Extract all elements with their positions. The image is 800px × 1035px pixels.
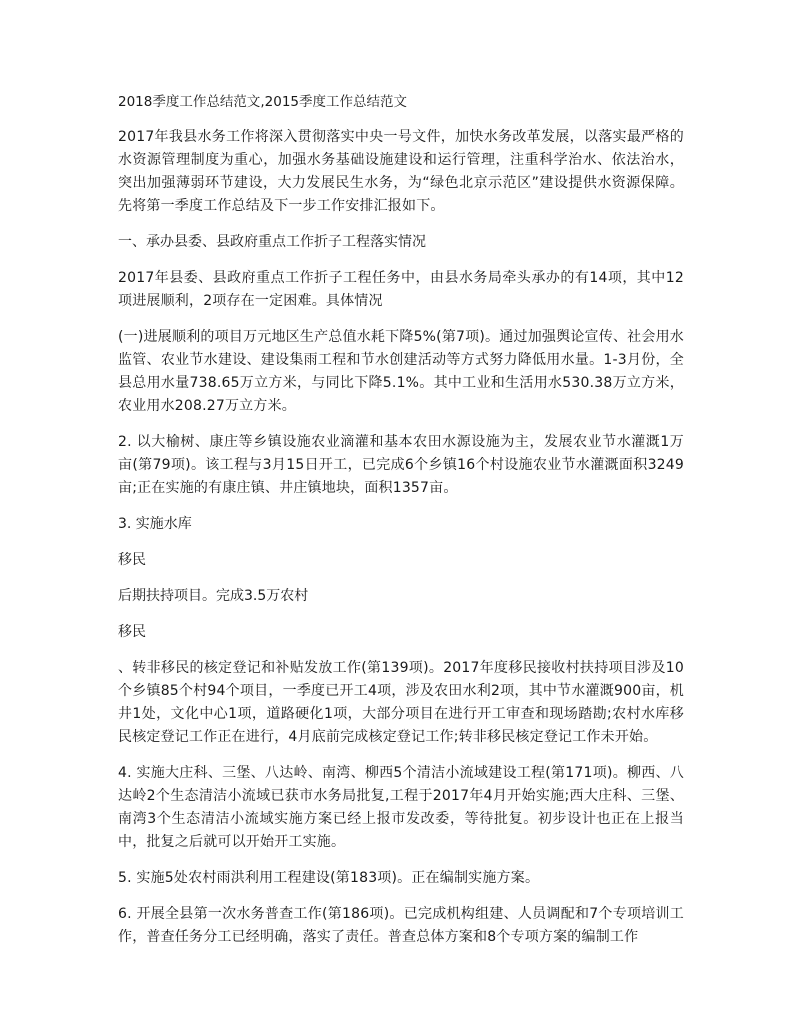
section-heading: 一、承办县委、县政府重点工作折子工程落实情况 xyxy=(118,234,426,250)
document-page xyxy=(118,92,684,962)
item-2-paragraph: 2. 以大榆树、康庄等乡镇设施农业滴灌和基本农田水源设施为主，发展农业节水灌溉1万亩(第79项)。该工程与3月15日开工，已完成6个乡镇16个村设施农业节水灌溉面积3249亩;正在实施的有康庄镇、井庄镇地块，面积1357亩。 xyxy=(118,434,684,496)
item-3-fragment-3: 移民 xyxy=(118,624,146,640)
item-6-paragraph: 6. 开展全县第一次水务普查工作(第186项)。已完成机构组建、人员调配和7个专项培训工作，普查任务分工已经明确，落实了责任。普查总体方案和8个专项方案的编制工作 xyxy=(118,906,684,945)
item-3-heading: 3. 实施水库 xyxy=(118,516,192,532)
item-4-paragraph: 4. 实施大庄科、三堡、八达岭、南湾、柳西5个清洁小流域建设工程(第171项)。柳西、八达岭2个生态清洁小流域已获市水务局批复,工程于2017年4月开始实施;西大庄科、三堡、南湾3个生态清洁小流域实施方案已经上报市发改委，等待批复。初步设计也正在上报当中，批复之后就可以开始开工实施。 xyxy=(118,765,684,850)
intro-paragraph: 2017年我县水务工作将深入贯彻落实中央一号文件，加快水务改革发展，以落实最严格的水资源管理制度为重心，加强水务基础设施建设和运行管理，注重科学治水、依法治水，突出加强薄弱环节建设，大力发展民生水务，为“绿色北京示范区”建设提供水资源保障。先将第一季度工作总结及下一步工作安排汇报如下。 xyxy=(118,129,684,214)
document-title: 2018季度工作总结范文,2015季度工作总结范文 xyxy=(118,94,408,110)
item-5-paragraph: 5. 实施5处农村雨洪利用工程建设(第183项)。正在编制实施方案。 xyxy=(118,870,540,886)
item-1-paragraph: (一)进展顺利的项目万元地区生产总值水耗下降5%(第7项)。通过加强舆论宣传、社会用水监管、农业节水建设、建设集雨工程和节水创建活动等方式努力降低用水量。1-3月份，全县总用水量738.65万立方米，与同比下降5.1%。其中工业和生活用水530.38万立方米，农业用水208.27万立方米。 xyxy=(118,329,684,414)
item-3-fragment-2: 后期扶持项目。完成3.5万农村 xyxy=(118,588,309,604)
item-3-fragment-1: 移民 xyxy=(118,552,146,568)
item-3-paragraph: 、转非移民的核定登记和补贴发放工作(第139项)。2017年度移民接收村扶持项目涉及10个乡镇85个村94个项目，一季度已开工4项，涉及农田水利2项，其中节水灌溉900亩，机井1处，文化中心1项，道路硬化1项，大部分项目在进行开工审查和现场踏勘;农村水库移民核定登记工作正在进行，4月底前完成核定登记工作;转非移民核定登记工作未开始。 xyxy=(118,660,684,745)
summary-paragraph: 2017年县委、县政府重点工作折子工程任务中，由县水务局牵头承办的有14项，其中12项进展顺利，2项存在一定困难。具体情况 xyxy=(118,270,684,309)
